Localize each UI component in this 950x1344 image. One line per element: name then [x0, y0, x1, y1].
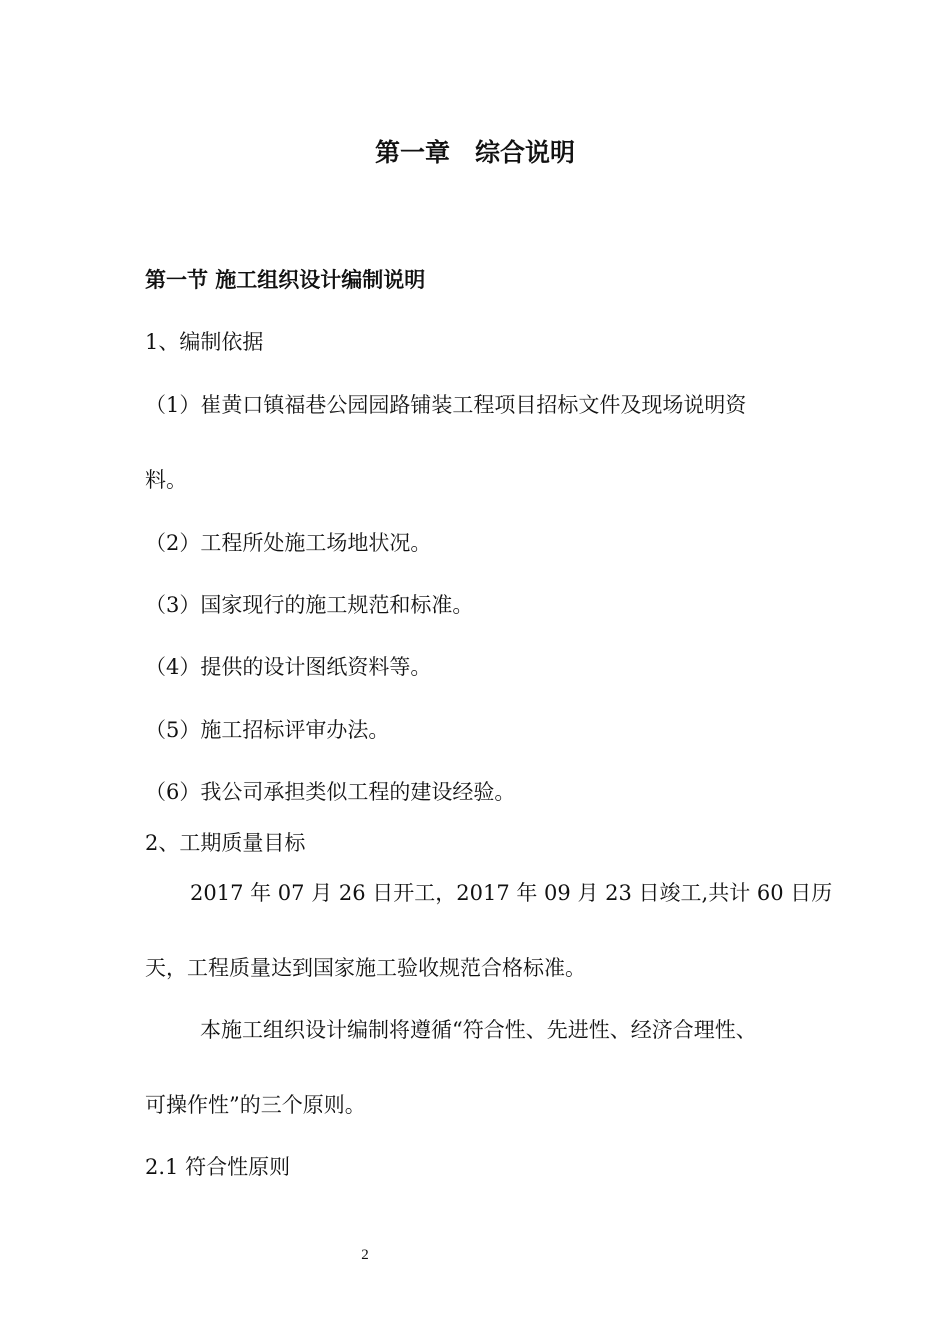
paragraph-line: 本施工组织设计编制将遵循“符合性、先进性、经济合理性、 — [200, 1018, 757, 1042]
paragraph-line: （5）施工招标评审办法。 — [145, 718, 390, 742]
paragraph-line: 料。 — [145, 468, 187, 492]
paragraph-line: 2、工期质量目标 — [145, 831, 306, 855]
chapter-title: 第一章 综合说明 — [374, 138, 575, 167]
paragraph-line: 天，工程质量达到国家施工验收规范合格标准。 — [145, 956, 586, 980]
paragraph-line: 2.1 符合性原则 — [145, 1155, 291, 1179]
section-title: 第一节 施工组织设计编制说明 — [145, 268, 426, 292]
paragraph-line: （1）崔黄口镇福巷公园园路铺装工程项目招标文件及现场说明资 — [145, 393, 747, 417]
paragraph-line: （2）工程所处施工场地状况。 — [145, 531, 432, 555]
paragraph-line: 2017 年 07 月 26 日开工，2017 年 09 月 23 日竣工,共计 60 日历 — [190, 881, 833, 905]
paragraph-line: （4）提供的设计图纸资料等。 — [145, 655, 432, 679]
paragraph-line: 1、编制依据 — [145, 330, 264, 354]
page-number: 2 — [361, 1247, 369, 1263]
paragraph-line: 可操作性”的三个原则。 — [145, 1093, 366, 1117]
paragraph-line: （6）我公司承担类似工程的建设经验。 — [145, 780, 516, 804]
paragraph-line: （3）国家现行的施工规范和标准。 — [145, 593, 474, 617]
